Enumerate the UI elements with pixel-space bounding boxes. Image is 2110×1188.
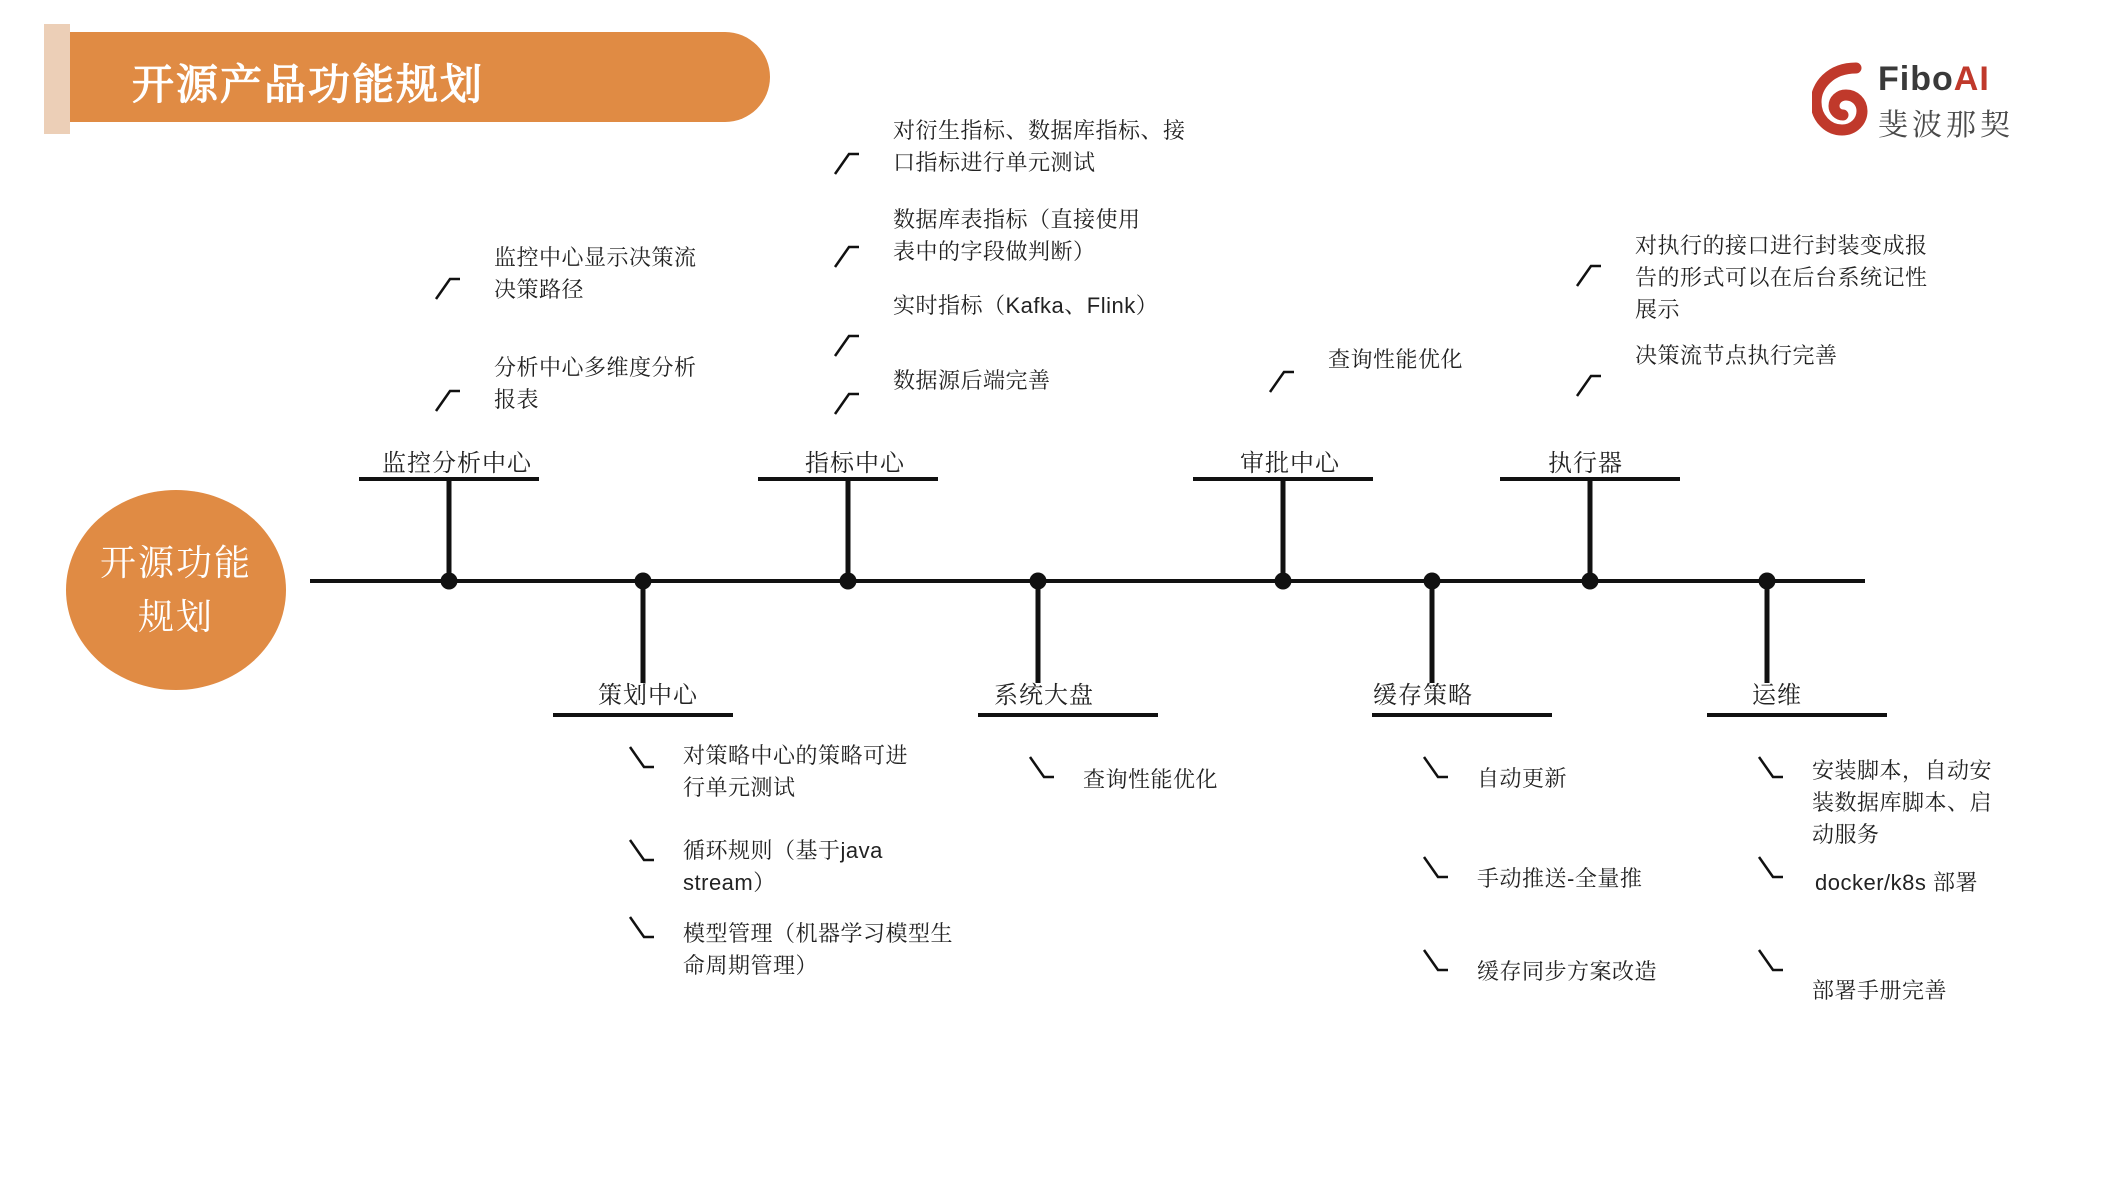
branch-stem-executor [1588,479,1593,581]
branch-stem-planning-center [641,581,646,683]
leaf-hook-icon [1575,372,1601,398]
branch-item-text: 决策流节点执行完善 [1635,343,1838,368]
branch-item-text: docker/k8s 部署 [1815,870,1978,895]
branch-item-text: 手动推送-全量推 [1477,866,1643,891]
branch-title-executor: 执行器 [1548,450,1623,477]
branch-stem-operations [1765,581,1770,683]
brand-logo [1812,58,2032,144]
branch-stem-approval-center [1281,479,1286,581]
branch-item-text: 模型管理（机器学习模型生命周期管理） [683,921,954,978]
branch-title-monitor-analysis-center: 监控分析中心 [382,450,532,477]
branch-title-planning-center: 策划中心 [598,682,698,709]
branch-item-text: 缓存同步方案改造 [1477,959,1658,984]
logo-name-accent: AI [1953,60,1990,98]
root-node-label-line1: 开源功能 [99,542,252,583]
logo-name-primary: Fibo [1878,60,1954,98]
leaf-hook-icon [1268,368,1294,394]
branch-item-text: 循环规则（基于java stream） [683,838,883,895]
leaf-hook-icon [1757,855,1783,881]
branch-title-operations: 运维 [1752,682,1802,709]
leaf-hook-icon [1422,948,1448,974]
branch-item-text: 数据源后端完善 [893,368,1051,393]
branch-stem-monitor-analysis-center [447,479,452,581]
leaf-hook-icon [833,390,859,416]
branch-stem-cache-strategy [1430,581,1435,683]
branch-title-approval-center: 审批中心 [1240,450,1340,477]
branch-item-text: 安装脚本，自动安装数据库脚本、启动服务 [1812,758,1993,847]
branch-underline-system-dashboard [978,713,1158,717]
diagram-spine [310,579,1865,583]
branch-item-text: 实时指标（Kafka、Flink） [893,293,1159,318]
branch-title-system-dashboard: 系统大盘 [994,682,1094,709]
leaf-hook-icon [1422,855,1448,881]
root-node-label-line2: 规划 [137,596,214,637]
leaf-hook-icon [833,150,859,176]
branch-title-cache-strategy: 缓存策略 [1373,682,1473,709]
leaf-hook-icon [628,745,654,771]
branch-item-text: 分析中心多维度分析报表 [494,355,697,412]
leaf-hook-icon [434,387,460,413]
leaf-hook-icon [1575,262,1601,288]
branch-underline-cache-strategy [1372,713,1552,717]
fibo-spiral-icon [1812,62,1874,136]
leaf-hook-icon [628,915,654,941]
title-accent-bar [44,24,70,134]
logo-text-cn: 斐波那契 [1878,109,2014,142]
leaf-hook-icon [1757,948,1783,974]
leaf-hook-icon [628,838,654,864]
leaf-hook-icon [434,275,460,301]
page-title: 开源产品功能规划 [132,61,485,108]
leaf-hook-icon [833,332,859,358]
branch-item-text: 查询性能优化 [1328,347,1464,372]
leaf-hook-icon [1757,755,1783,781]
branch-item-text: 部署手册完善 [1812,978,1948,1003]
branch-item-text: 数据库表指标（直接使用表中的字段做判断） [893,207,1141,264]
branch-item-text: 查询性能优化 [1083,767,1219,792]
leaf-hook-icon [1028,755,1054,781]
branch-stem-indicator-center [846,479,851,581]
branch-underline-operations [1707,713,1887,717]
leaf-hook-icon [833,243,859,269]
branch-underline-planning-center [553,713,733,717]
branch-stem-system-dashboard [1036,581,1041,683]
branch-item-text: 对执行的接口进行封装变成报告的形式可以在后台系统记性展示 [1635,233,1928,322]
root-node [66,490,286,690]
branch-item-text: 对衍生指标、数据库指标、接口指标进行单元测试 [893,118,1186,175]
leaf-hook-icon [1422,755,1448,781]
logo-text-en [1878,60,1990,99]
branch-item-text: 监控中心显示决策流决策路径 [494,245,697,302]
branch-item-text: 对策略中心的策略可进行单元测试 [683,743,909,800]
branch-title-indicator-center: 指标中心 [805,450,905,477]
branch-item-text: 自动更新 [1477,766,1568,791]
